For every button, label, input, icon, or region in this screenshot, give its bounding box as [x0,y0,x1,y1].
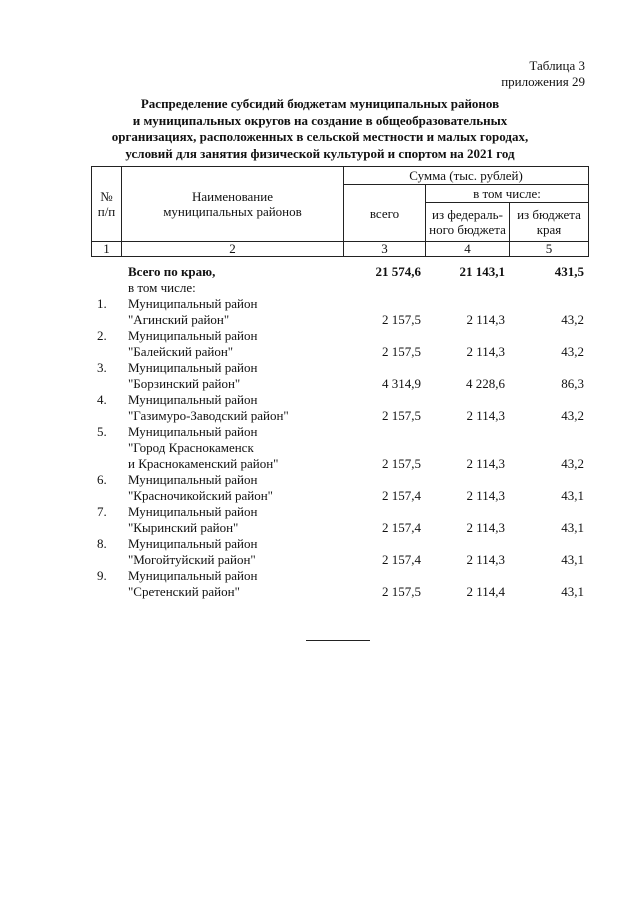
row-total: 2 157,5 [382,584,421,599]
row-federal: 2 114,3 [466,312,505,327]
row-regional: 43,1 [561,488,584,503]
total-number [91,264,121,280]
header-name-line: Наименование [192,189,273,204]
header-number-line: п/п [97,204,116,219]
row-regional: 43,2 [561,408,584,423]
row-total: 2 157,5 [382,312,421,327]
document-title [100,96,540,162]
total-sum: 21 574,6 [375,264,421,279]
table-row [91,360,588,392]
district-name-line: Муниципальный район [128,536,258,551]
table-row [91,504,588,536]
row-number: 3. [97,360,107,375]
header-sum-cell: Сумма (тыс. рублей) [344,167,589,185]
title-line: условий для занятия физической культурой и спортом на 2021 год [125,145,515,161]
header-total-cell: всего [344,185,426,242]
district-name-line: Муниципальный район [128,360,258,375]
header-regional-line: края [536,222,562,237]
header-regional-line: из бюджета [517,207,581,222]
column-number: 5 [510,242,589,257]
incl-label: в том числе: [128,280,196,295]
incl-empty [343,280,425,296]
district-name-line: Муниципальный район [128,424,258,439]
row-regional: 43,1 [561,584,584,599]
row-federal: 2 114,3 [466,456,505,471]
table-row [91,424,588,472]
title-line: организациях, расположенных в сельской местности и малых городах, [111,129,529,144]
row-district-name [121,424,343,472]
district-name-line: и Краснокаменский район" [128,456,279,471]
header-number-line: № [100,189,113,204]
row-total: 2 157,4 [382,520,421,535]
end-rule [306,640,370,641]
incl-empty [509,280,588,296]
total-regional: 431,5 [554,264,584,279]
row-federal: 2 114,3 [466,344,505,359]
row-total: 2 157,5 [382,456,421,471]
district-name-line: "Могойтуйский район" [128,552,256,567]
caption-appendix: приложения 29 [501,74,585,89]
table-row [91,296,588,328]
district-name-line: "Агинский район" [128,312,230,327]
row-regional: 43,1 [561,520,584,535]
district-name-line: "Сретенский район" [128,584,240,599]
header-federal-cell [426,203,510,242]
row-total: 2 157,5 [382,344,421,359]
district-name-line: Муниципальный район [128,296,258,311]
row-number: 5. [97,424,107,439]
table-row [91,472,588,504]
title-line: Распределение субсидий бюджетам муниципальных районов [140,96,500,111]
row-total: 2 157,4 [382,552,421,567]
row-federal: 2 114,3 [466,488,505,503]
header-number-cell [92,167,122,242]
row-regional: 86,3 [561,376,584,391]
district-name-line: "Город Краснокаменск [128,440,254,455]
header-federal-line: из федераль- [432,207,503,222]
total-row [91,264,588,280]
row-number: 6. [97,472,107,487]
row-total: 2 157,4 [382,488,421,503]
district-name-line: Муниципальный район [128,568,258,583]
district-name-line: "Кыринский район" [128,520,239,535]
caption-table-number: Таблица 3 [529,58,585,73]
incl-row [91,280,588,296]
row-federal: 2 114,3 [466,520,505,535]
row-regional: 43,2 [561,456,584,471]
title-line: и муниципальных округов на создание в общеобразовательных [132,112,508,128]
row-regional: 43,2 [561,344,584,359]
district-name-line: "Борзинский район" [128,376,241,391]
row-regional: 43,1 [561,552,584,567]
row-number: 7. [97,504,107,519]
incl-number [91,280,121,296]
total-label: Всего по краю, [128,264,216,279]
table-row [91,568,588,600]
column-number: 4 [426,242,510,257]
header-name-line: муниципальных районов [163,204,302,219]
row-district-name [121,568,343,600]
district-name-line: Муниципальный район [128,472,258,487]
row-number: 8. [97,536,107,551]
header-incl-cell: в том числе: [426,185,589,203]
column-number: 1 [92,242,122,257]
table-header [91,166,589,257]
header-federal-line: ного бюджета [429,222,506,237]
table-body [91,264,588,600]
row-federal: 2 114,3 [466,408,505,423]
row-regional: 43,2 [561,312,584,327]
row-total: 2 157,5 [382,408,421,423]
table-row [91,536,588,568]
table-row [91,328,588,360]
district-name-line: "Красночикойский район" [128,488,273,503]
row-federal: 4 228,6 [466,376,505,391]
header-regional-cell [510,203,589,242]
row-district-name [121,296,343,328]
header-name-cell [122,167,344,242]
incl-empty [425,280,509,296]
row-total: 4 314,9 [382,376,421,391]
row-district-name [121,472,343,504]
district-name-line: "Балейский район" [128,344,234,359]
row-number: 1. [97,296,107,311]
table-row [91,392,588,424]
column-number: 2 [122,242,344,257]
district-name-line: Муниципальный район [128,504,258,519]
row-district-name [121,392,343,424]
column-number: 3 [344,242,426,257]
row-number: 9. [97,568,107,583]
row-number: 4. [97,392,107,407]
row-district-name [121,360,343,392]
district-name-line: "Газимуро-Заводский район" [128,408,289,423]
row-number: 2. [97,328,107,343]
row-federal: 2 114,4 [466,584,505,599]
total-federal: 21 143,1 [459,264,505,279]
row-district-name [121,328,343,360]
row-district-name [121,504,343,536]
row-district-name [121,536,343,568]
district-name-line: Муниципальный район [128,328,258,343]
district-name-line: Муниципальный район [128,392,258,407]
table-caption [501,58,585,90]
row-federal: 2 114,3 [466,552,505,567]
